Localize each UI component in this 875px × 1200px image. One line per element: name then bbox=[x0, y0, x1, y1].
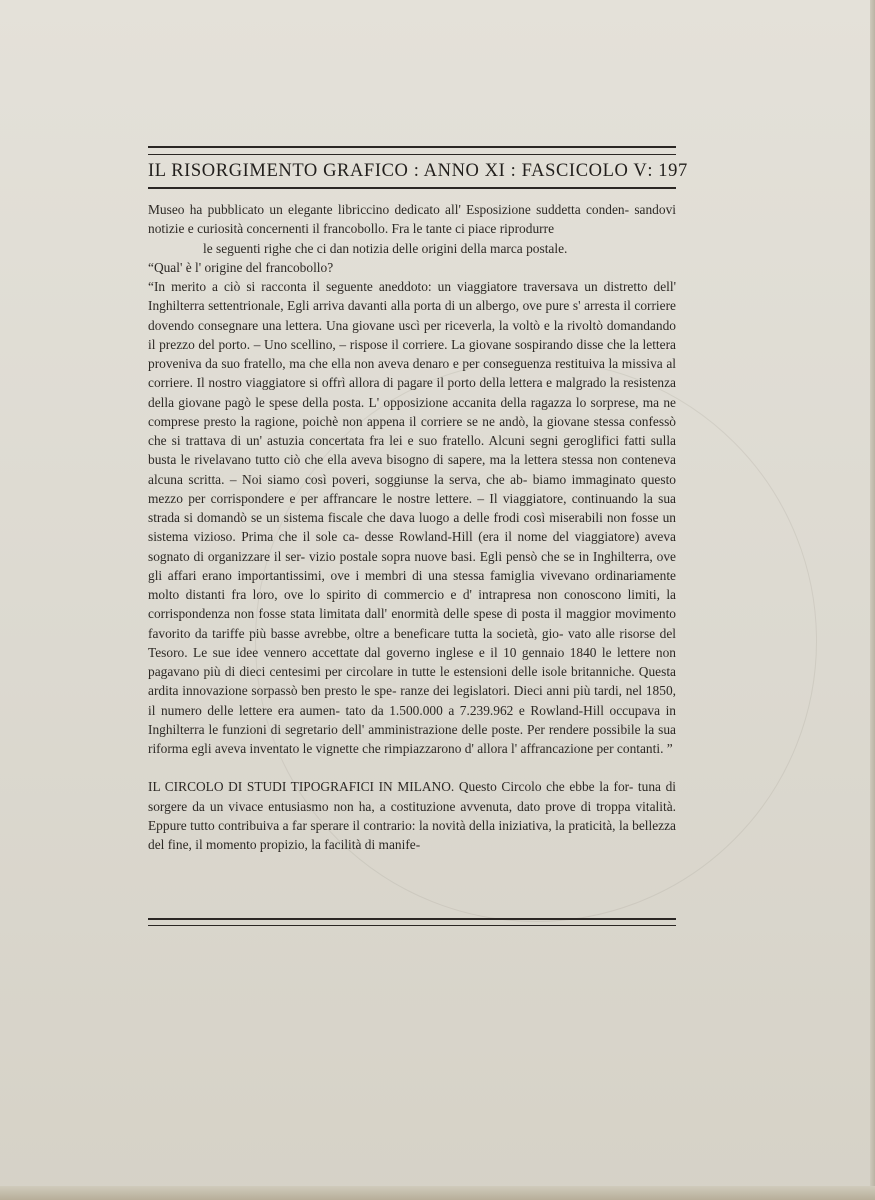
intro-continuation: le seguenti righe che ci dan notizia delle origini della marca postale. bbox=[203, 240, 568, 256]
page-header bbox=[148, 146, 688, 189]
page-edge-right bbox=[870, 0, 875, 1200]
running-head bbox=[148, 161, 688, 182]
section-circolo: IL CIRCOLO DI STUDI TIPOGRAFICI IN MILANO. Questo Circolo che ebbe la for- tuna di sorgere da un vivace entusiasmo non ha, a costituzione avvenuta, dato prove di troppa vitalità. Eppure tutto contribuiva a far sperare il contrario: la novità della iniziativa, la praticità, la bellezza del fine, il momento propizio, la facilità di manife- bbox=[148, 779, 676, 852]
header-top-rule bbox=[148, 146, 676, 155]
running-head-title: IL RISORGIMENTO GRAFICO : ANNO XI : FASCICOLO V bbox=[148, 161, 648, 181]
quoted-anecdote: “In merito a ciò si racconta il seguente aneddoto: un viaggiatore traversava un distretto dell' Inghilterra settentrionale, Egli arriva davanti alla porta di un albergo, ove pure s' arresta il corriere dovendo consegnare una lettera. Una giovane uscì per riceverla, la voltò e la rivoltò domandando il prezzo del porto. – Uno scellino, – rispose il corriere. La giovane sospirando disse che la lettera proveniva da suo fratello, ma che ella non aveva denaro e per conseguenza restituiva la missiva al corriere. Il nostro viaggiatore si offrì allora di pagare il porto della lettera e malgrado la resistenza della giovane pagò le spese della posta. L' opposizione accanita della ragazza lo sorprese, ma ne comprese presto la ragione, poichè non appena il corriere se ne andò, la giovane stessa confessò che si trattava di un' astuzia concertata fra lei e suo fratello. Alcuni segni geroglifici fatti sulla busta le rivelavano tutto ciò che ella aveva bisogno di sapere, ma la lettera stessa non conteneva alcuna scritta. – Noi siamo così poveri, soggiunse la serva, che ab- biamo immaginato questo mezzo per corrispondere e per affrancare le nostre lettere. – Il viaggiatore, continuando la sua strada si domandò se un sistema fiscale che dava luogo a delle frodi così miserabili non fosse un sistema vizioso. Prima che il sole ca- desse Rowland-Hill (era il nome del viaggiatore) aveva sognato di organizzare il ser- vizio postale sopra nuove basi. Egli pensò che se in Inghilterra, ove gli affari erano importantissimi, ove i membri di una stessa famiglia vivevano ordinariamente molto distanti fra loro, ove lo spirito di commercio e d' intrapresa non conoscono limiti, la corrispondenza non fosse stata limitata dall' enormità delle spese di posta il maggior movimento favorito da tariffe più basse avrebbe, oltre a beneficare tutta la società, gio- vato alle risorse del Tesoro. Le sue idee vennero accettate dal governo inglese e il 10 gennaio 1840 le lettere non pagavano più di dieci centesimi per circolare in tutte le estensioni delle isole britanniche. Questa ardita innovazione sorpassò ben presto le spe- ranze dei legislatori. Dieci anni più tardi, nel 1850, il numero delle lettere era aumen- tato da 1.500.000 a 7.239.962 e Rowland-Hill occupava in Inghilterra le funzioni di segretario dell' amministrazione delle poste. Per rendere possibile la sua riforma egli aveva inventato le vignette che rimpiazzarono d' allora l' affrancazione per contanti. ” bbox=[148, 279, 676, 756]
question-line: “Qual' è l' origine del francobollo? bbox=[148, 259, 334, 275]
footer-rule bbox=[148, 918, 676, 926]
page-edge-bottom bbox=[0, 1186, 875, 1200]
intro-paragraph: Museo ha pubblicato un elegante libriccino dedicato all' Esposizione suddetta conden- sandovi notizie e curiosità concernenti il francobollo. Fra le tante ci piace riprodurre bbox=[148, 202, 676, 237]
article-body bbox=[148, 200, 676, 854]
page-number: : 197 bbox=[647, 161, 688, 181]
section-spacer bbox=[148, 758, 676, 777]
header-bottom-rule bbox=[148, 187, 676, 189]
